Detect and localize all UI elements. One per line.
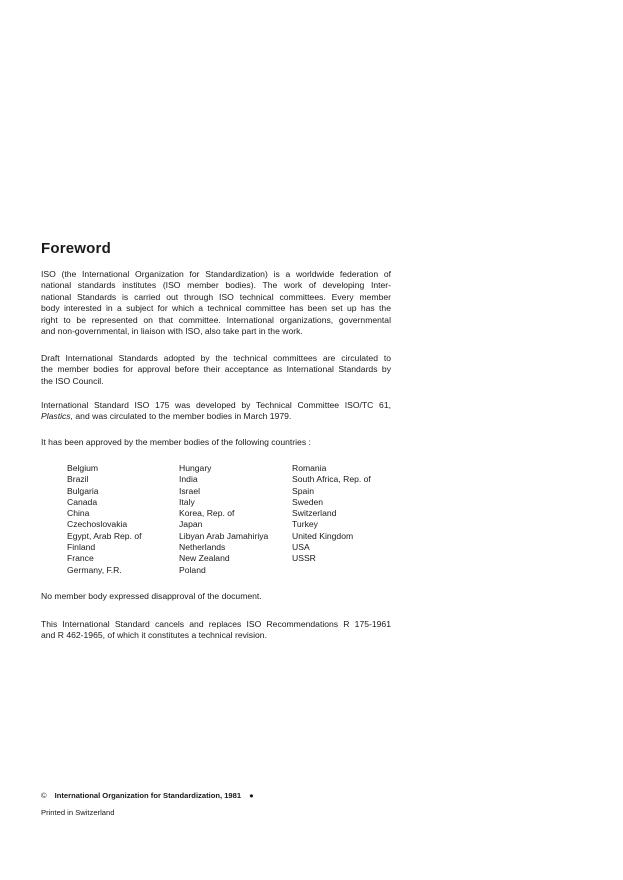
country-item: New Zealand xyxy=(179,553,230,564)
country-item: Brazil xyxy=(67,474,89,485)
country-item: Hungary xyxy=(179,463,212,473)
country-item: China xyxy=(67,508,90,519)
text-line: and R 462-1965, of which it constitutes a technical revision. xyxy=(41,630,267,641)
country-item: Libyan Arab Jamahiriya xyxy=(179,530,269,541)
country-item: Israel xyxy=(179,485,201,496)
bullet-icon: ● xyxy=(249,791,254,800)
printed-location: Printed in Switzerland xyxy=(41,808,115,817)
text-line: national standards institutes (ISO member bodies). The work of developing Inter- xyxy=(41,280,391,291)
country-item: France xyxy=(67,553,94,564)
country-item: Finland xyxy=(67,542,96,553)
country-item: United Kingdom xyxy=(292,530,354,541)
paragraph-revision xyxy=(41,619,391,642)
text-line: body interested in a subject for which a technical committee has been set up has the xyxy=(41,303,391,314)
text-fragment: and was circulated to the member bodies in March 1979. xyxy=(73,411,292,422)
text-line: right to be represented on that committee. International organizations, governmental xyxy=(41,314,391,325)
text-line xyxy=(41,411,391,422)
country-item: Sweden xyxy=(292,496,324,507)
country-column-1 xyxy=(67,463,142,576)
country-item: Germany, F.R. xyxy=(67,564,122,575)
text-line: Draft International Standards adopted by the technical committees are circulated to xyxy=(41,353,391,363)
country-item: USA xyxy=(292,542,310,553)
country-item: Netherlands xyxy=(179,542,226,553)
copyright-icon: © xyxy=(41,791,47,800)
country-item: Turkey xyxy=(292,519,318,530)
text-line: national Standards is carried out through ISO technical committees. Every member xyxy=(41,291,391,302)
text-line: ISO (the International Organization for Standardization) is a worldwide federation of xyxy=(41,269,391,279)
country-item: Korea, Rep. of xyxy=(179,508,235,519)
text-line: It has been approved by the member bodies of the following countries : xyxy=(41,437,311,447)
country-item: Romania xyxy=(292,463,327,473)
italic-committee-name: Plastics, xyxy=(41,411,73,422)
country-item: Japan xyxy=(179,519,203,530)
paragraph-approval xyxy=(41,437,391,448)
country-item: USSR xyxy=(292,553,316,564)
page-title: Foreword xyxy=(41,240,111,257)
text-line: International Standard ISO 175 was developed by Technical Committee ISO/TC 61, xyxy=(41,400,391,410)
country-column-3 xyxy=(292,463,371,565)
text-line: the ISO Council. xyxy=(41,375,104,386)
country-column-2 xyxy=(179,463,268,576)
country-item: South Africa, Rep. of xyxy=(292,474,371,485)
text-line: and non-governmental, in liaison with ISO, also take part in the work. xyxy=(41,326,303,337)
copyright-footer xyxy=(41,791,254,800)
paragraph-no-disapproval xyxy=(41,591,391,602)
country-item: Egypt, Arab Rep. of xyxy=(67,530,142,541)
country-item: India xyxy=(179,474,198,485)
paragraph-development xyxy=(41,400,391,423)
country-item: Spain xyxy=(292,485,314,496)
country-item: Canada xyxy=(67,496,98,507)
text-line: This International Standard cancels and replaces ISO Recommendations R 175-1961 xyxy=(41,619,391,629)
country-item: Poland xyxy=(179,564,206,575)
country-item: Italy xyxy=(179,496,195,507)
country-item: Switzerland xyxy=(292,508,337,519)
text-line: No member body expressed disapproval of the document. xyxy=(41,591,262,601)
text-line: the member bodies for approval before their acceptance as International Standards by xyxy=(41,364,391,375)
country-item: Belgium xyxy=(67,463,99,473)
paragraph-draft-standards xyxy=(41,353,391,387)
country-item: Czechoslovakia xyxy=(67,519,128,530)
country-item: Bulgaria xyxy=(67,485,99,496)
paragraph-iso-description xyxy=(41,269,391,337)
copyright-organization: International Organization for Standardization, 1981 xyxy=(54,791,242,800)
